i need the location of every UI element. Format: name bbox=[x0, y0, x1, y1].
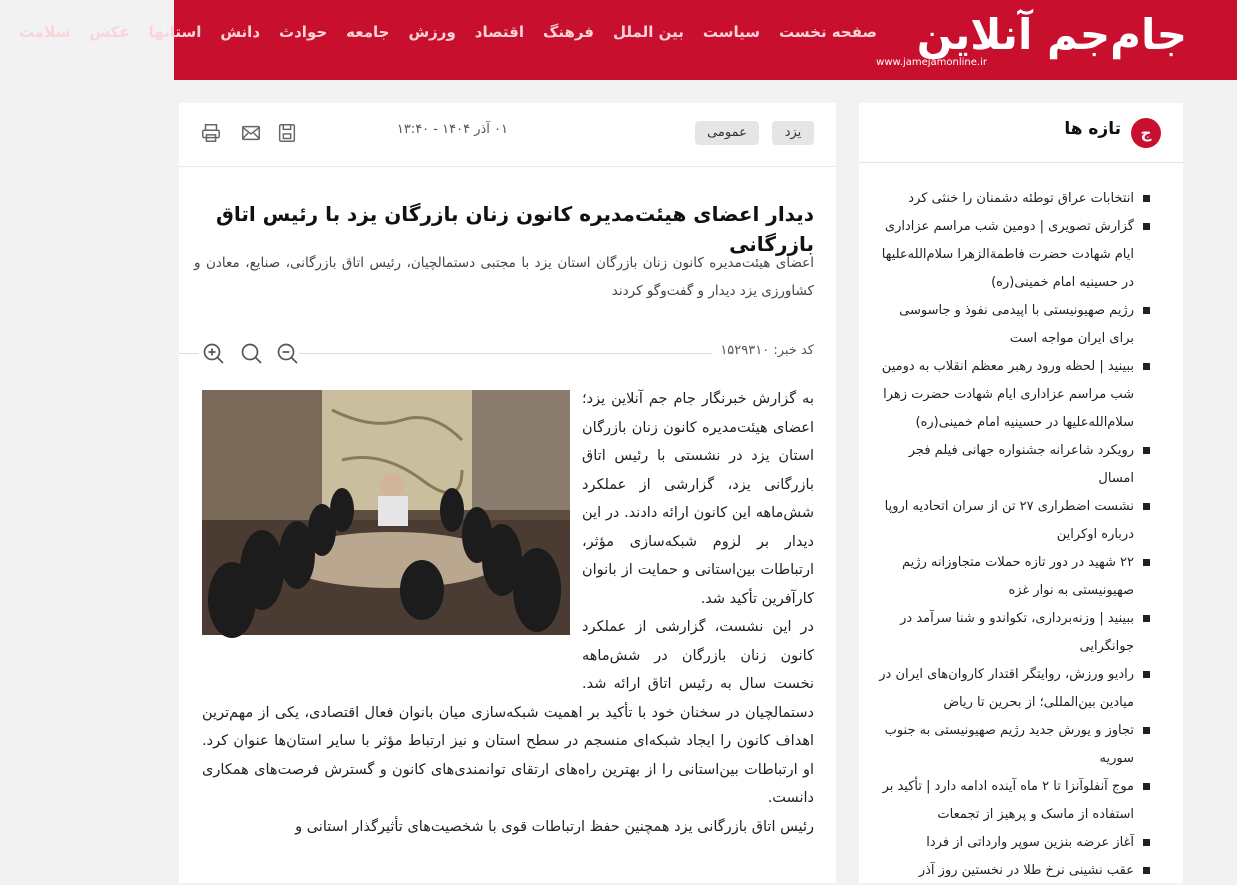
site-header bbox=[19, 0, 1237, 80]
sidebar-header bbox=[859, 103, 1183, 163]
latest-news-item[interactable]: نشست اضطراری ۲۷ تن از سران اتحادیه اروپا درباره اوکراین bbox=[872, 493, 1150, 549]
latest-news-item[interactable]: رویکرد شاعرانه جشنواره جهانی فیلم فجر امسال bbox=[872, 437, 1150, 493]
latest-news-item[interactable]: عقب نشینی نرخ طلا در نخستین روز آذر bbox=[872, 857, 1150, 885]
nav-society[interactable]: جامعه bbox=[346, 23, 390, 41]
main-nav bbox=[0, 20, 877, 44]
nav-international[interactable]: بین الملل bbox=[613, 23, 684, 41]
article-meta bbox=[179, 103, 836, 167]
latest-news-item[interactable]: موج آنفلوآنزا تا ۲ ماه آینده ادامه دارد | تأکید بر استفاده از ماسک و پرهیز از تجمعات bbox=[872, 773, 1150, 829]
latest-news-item[interactable]: رژیم صهیونیستی با اپیدمی نفوذ و جاسوسی برای ایران مواجه است bbox=[872, 297, 1150, 353]
nav-home[interactable]: صفحه نخست bbox=[778, 23, 877, 41]
tag-yazd[interactable]: یزد bbox=[772, 121, 814, 145]
article-title: دیدار اعضای هیئت‌مدیره کانون زنان بازرگان یزد با رئیس اتاق بازرگانی bbox=[215, 202, 814, 256]
brand-mini-icon: ج bbox=[1131, 118, 1161, 148]
latest-news-item[interactable]: ببینید | لحظه ورود رهبر معظم انقلاب به دومین شب مراسم عزاداری ایام شهادت حضرت زهرا سلام‌الله‌علیها در حسینیه امام خمینی(ره) bbox=[872, 353, 1150, 437]
article-lead: اعضای هیئت‌مدیره کانون زنان بازرگان استان یزد با مجتبی دستمالچیان، رئیس اتاق بازرگانی، صنایع، معادن و کشاورزی یزد دیدار و گفت‌وگو کردند bbox=[194, 255, 814, 299]
zoom-out-icon[interactable] bbox=[275, 341, 299, 365]
nav-photo[interactable]: عکس bbox=[89, 23, 130, 41]
nav-health[interactable]: سلامت bbox=[19, 23, 71, 41]
zoom-in-icon[interactable] bbox=[201, 341, 225, 365]
nav-politics[interactable]: سیاست bbox=[702, 23, 760, 41]
email-icon[interactable] bbox=[240, 122, 262, 144]
nav-incidents[interactable]: حوادث bbox=[279, 23, 328, 41]
nav-science[interactable]: دانش bbox=[220, 23, 261, 41]
divider bbox=[299, 353, 712, 354]
nav-provinces[interactable]: استانها bbox=[148, 23, 202, 41]
latest-news-item[interactable]: رادیو ورزش، روایتگر اقتدار کاروان‌های ایران در میادین بین‌المللی؛ از بحرین تا ریاض bbox=[872, 661, 1150, 717]
nav-economy[interactable]: اقتصاد bbox=[474, 23, 524, 41]
latest-news-item[interactable]: تجاوز و یورش جدید رژیم صهیونیستی به جنوب سوریه bbox=[872, 717, 1150, 773]
news-code-row bbox=[179, 339, 836, 367]
tag-general[interactable]: عمومی bbox=[695, 121, 759, 145]
nav-culture[interactable]: فرهنگ bbox=[542, 23, 595, 41]
latest-news-sidebar bbox=[859, 103, 1183, 883]
site-logo[interactable] bbox=[877, 6, 1187, 72]
latest-news-item[interactable]: آغاز عرضه بنزین سوپر وارداتی از فردا bbox=[872, 829, 1150, 857]
logo-url: www.jamejamonline.ir bbox=[876, 57, 987, 68]
body-paragraph: در این نشست، گزارشی از عملکرد کانون زنان بازرگان در شش‌ماهه نخست سال به رئیس اتاق ارائه شد. دستمالچیان در سخنان خود با تأکید بر اهمیت شبکه‌سازی میان بانوان فعال اقتصادی، یکی از مهم‌ترین اهداف کانون را ایجاد شبکه‌ای منسجم در سطح استان و نیز ارتباط مؤثر با سایر استان‌ها عنوان کرد. او ارتباطات بین‌استانی را از بهترین راه‌های ارتقای توانمندی‌های کانون و گسترش فرصت‌های همکاری دانست. bbox=[202, 619, 814, 806]
divider bbox=[179, 353, 199, 354]
reset-zoom-icon[interactable] bbox=[239, 341, 263, 365]
sidebar-title: تازه ها bbox=[1064, 119, 1121, 139]
publish-date: ۰۱ آذر ۱۴۰۴ - ۱۳:۴۰ bbox=[396, 122, 508, 137]
latest-news-item[interactable]: ببینید | وزنه‌برداری، تکواندو و شنا سرآمد در جوانگرایی bbox=[872, 605, 1150, 661]
article-body bbox=[202, 385, 814, 841]
print-icon[interactable] bbox=[200, 122, 222, 144]
body-paragraph: رئیس اتاق بازرگانی یزد همچنین حفظ ارتباطات قوی با شخصیت‌های تأثیرگذار استانی و bbox=[295, 818, 814, 835]
photo-spacer bbox=[202, 385, 582, 685]
news-code: کد خبر: ۱۵۲۹۳۱۰ bbox=[720, 343, 814, 358]
nav-sports[interactable]: ورزش bbox=[408, 23, 456, 41]
latest-news-item[interactable]: گزارش تصویری | دومین شب مراسم عزاداری ایام شهادت حضرت فاطمةالزهرا سلام‌الله‌علیها در حسینیه امام خمینی(ره) bbox=[872, 213, 1150, 297]
save-icon[interactable] bbox=[276, 122, 298, 144]
latest-news-item[interactable]: ۲۲ شهید در دور تازه حملات متجاوزانه رژیم صهیونیستی به نوار غزه bbox=[872, 549, 1150, 605]
latest-news-list bbox=[872, 185, 1150, 885]
latest-news-item[interactable]: انتخابات عراق توطئه دشمنان را خنثی کرد bbox=[872, 185, 1150, 213]
logo-wordmark: جام‌جم آنلاین bbox=[916, 10, 1187, 59]
body-paragraph: به گزارش خبرنگار جام جم آنلاین یزد؛ اعضای هیئت‌مدیره کانون زنان بازرگان استان یزد در نشستی با رئیس اتاق بازرگانی یزد، گزارشی از عملکرد شش‌ماهه این کانون ارائه دادند. در این دیدار بر لزوم شبکه‌سازی مؤثر، ارتباطات بین‌استانی و حمایت از بانوان کارآفرین تأکید شد. bbox=[582, 391, 814, 607]
article-card bbox=[179, 103, 836, 883]
